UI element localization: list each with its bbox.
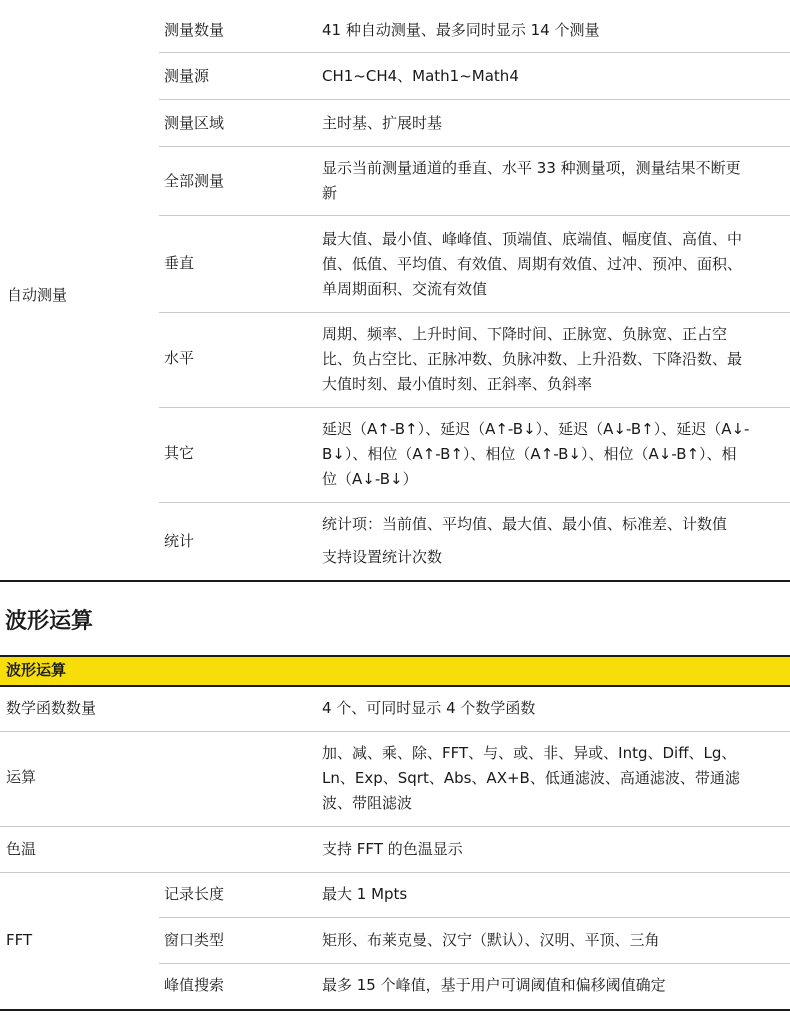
row-divider: [159, 502, 790, 503]
row-divider: [159, 312, 790, 313]
row-value-peak-search: 最多 15 个峰值，基于用户可调阈值和偏移阈值确定: [322, 976, 666, 994]
row-value-operation-line: Ln、Exp、Sqrt、Abs、AX+B、低通滤波、高通滤波、带通滤: [322, 769, 740, 787]
row-divider: [159, 146, 790, 147]
row-value-operation-line: 加、减、乘、除、FFT、与、或、非、异或、Intg、Diff、Lg、: [322, 744, 737, 762]
row-value-vertical-line: 值、低值、平均值、有效值、周期有效值、过冲、预冲、面积、: [322, 255, 743, 273]
row-label-measure-count: 测量数量: [164, 21, 225, 39]
row-label-window-type: 窗口类型: [164, 931, 225, 949]
row-value-statistics-line: 统计项：当前值、平均值、最大值、最小值、标准差、计数值: [322, 515, 728, 533]
section-heading-waveform-math: 波形运算: [5, 609, 94, 634]
row-value-horizontal-line: 大值时刻、最小值时刻、正斜率、负斜率: [322, 375, 593, 393]
row-label-record-length: 记录长度: [164, 885, 225, 903]
row-value-horizontal-line: 周期、频率、上升时间、下降时间、正脉宽、负脉宽、正占空: [322, 325, 728, 343]
row-value-all-measure-line: 显示当前测量通道的垂直、水平 33 种测量项，测量结果不断更: [322, 159, 741, 177]
row-value-window-type: 矩形、布莱克曼、汉宁（默认）、汉明、平顶、三角: [322, 931, 660, 949]
row-value-all-measure-line: 新: [322, 184, 338, 202]
row-label-vertical: 垂直: [164, 254, 195, 272]
row-value-record-length: 最大 1 Mpts: [322, 885, 408, 903]
row-divider: [159, 52, 790, 53]
table-header-border: [0, 685, 790, 687]
row-divider: [159, 99, 790, 100]
row-divider: [0, 826, 790, 827]
row-value-statistics-line: 支持设置统计次数: [322, 548, 443, 566]
table-bottom-border: [0, 1009, 790, 1011]
row-value-vertical-line: 单周期面积、交流有效值: [322, 280, 488, 298]
row-divider: [159, 963, 790, 964]
row-label-measure-region: 测量区域: [164, 114, 225, 132]
row-label-math-count: 数学函数数量: [6, 699, 97, 717]
table-bottom-border: [0, 580, 790, 582]
row-label-all-measure: 全部测量: [164, 172, 225, 190]
row-label-other: 其它: [164, 444, 195, 462]
row-value-other-line: 延迟（A↑-B↑）、延迟（A↑-B↓）、延迟（A↓-B↑）、延迟（A↓-: [322, 420, 750, 438]
row-value-operation-line: 波、带阻滤波: [322, 794, 413, 812]
row-label-operation: 运算: [6, 768, 37, 786]
row-value-horizontal-line: 比、负占空比、正脉冲数、负脉冲数、上升沿数、下降沿数、最: [322, 350, 743, 368]
table-header-label: 波形运算: [6, 661, 67, 679]
row-label-color-temp: 色温: [6, 840, 37, 858]
row-divider: [0, 731, 790, 732]
row-label-horizontal: 水平: [164, 349, 195, 367]
row-value-measure-source: CH1~CH4、Math1~Math4: [322, 67, 519, 85]
row-divider: [159, 215, 790, 216]
table-header-band: [0, 657, 790, 685]
auto-measure-category: 自动测量: [7, 286, 68, 304]
row-value-other-line: 位（A↓-B↓）: [322, 470, 418, 488]
row-divider: [159, 407, 790, 408]
row-label-statistics: 统计: [164, 532, 195, 550]
row-value-vertical-line: 最大值、最小值、峰峰值、顶端值、底端值、幅度值、高值、中: [322, 230, 743, 248]
row-value-measure-region: 主时基、扩展时基: [322, 114, 443, 132]
row-value-color-temp: 支持 FFT 的色温显示: [322, 840, 463, 858]
row-divider: [0, 872, 790, 873]
row-label-peak-search: 峰值搜索: [164, 976, 225, 994]
row-value-other-line: B↓）、相位（A↑-B↑）、相位（A↑-B↓）、相位（A↓-B↑）、相: [322, 445, 737, 463]
row-value-measure-count: 41 种自动测量、最多同时显示 14 个测量: [322, 21, 600, 39]
row-divider: [159, 917, 790, 918]
row-value-math-count: 4 个、可同时显示 4 个数学函数: [322, 699, 536, 717]
row-label-measure-source: 测量源: [164, 67, 210, 85]
fft-category: FFT: [6, 931, 33, 949]
